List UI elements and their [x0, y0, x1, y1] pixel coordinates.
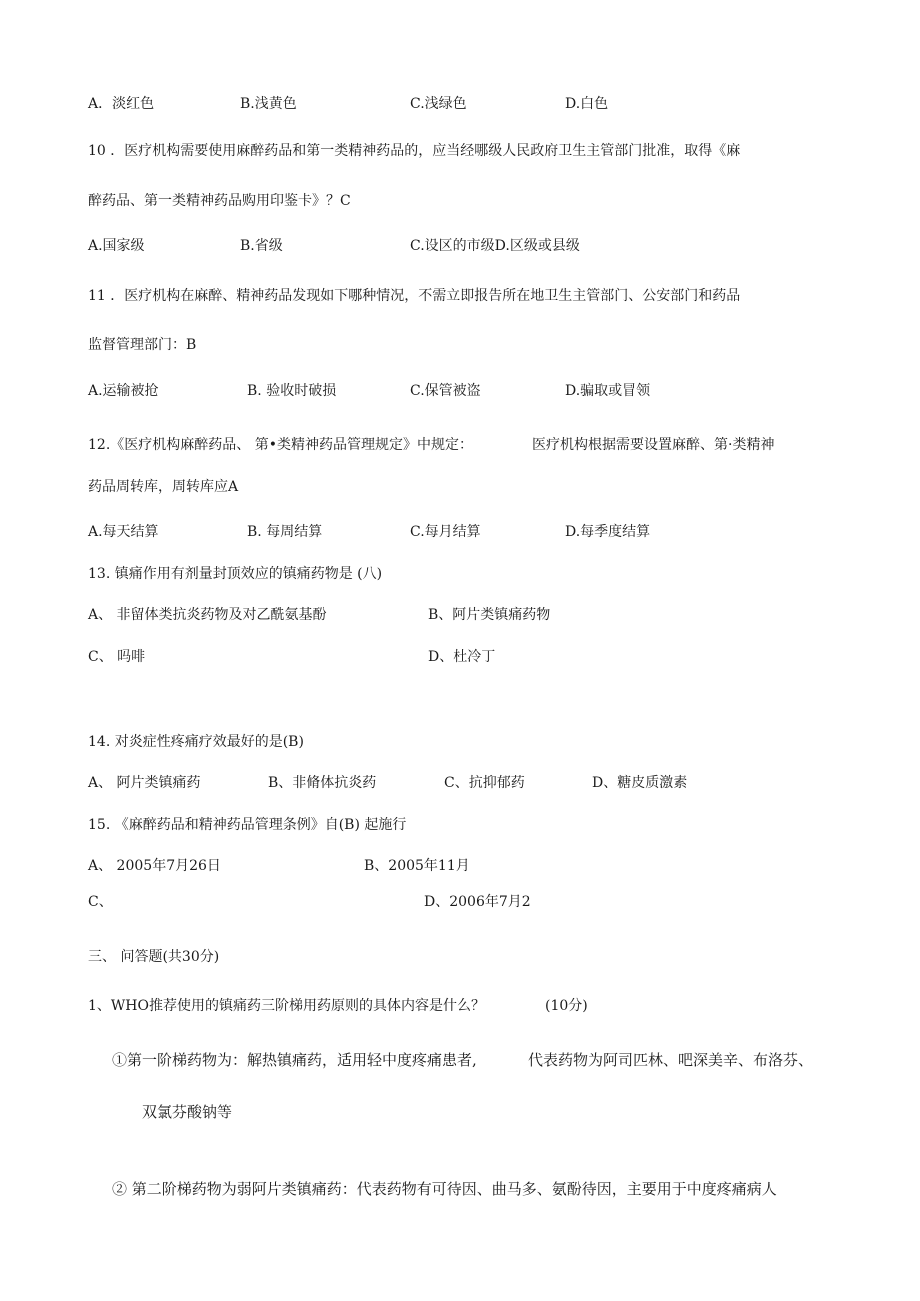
question-11-option-d: D.骗取或冒领	[565, 383, 651, 399]
question-15-stem: 15. 《麻醉药品和精神药品管理条例》自(B) 起施行	[88, 817, 407, 833]
question-10-stem-line-1: 10 ．医疗机构需要使用麻醉药品和第一类精神药品的，应当经哪级人民政府卫生主管部门批准，取得《麻	[88, 143, 741, 159]
question-15-option-b: B、2005年11月	[364, 858, 470, 874]
question-10-stem-line-2: 醉药品、第一类精神药品购用印鉴卡》？C	[88, 193, 351, 209]
qa-1-step-1-line-1b: 代表药物为阿司匹林、吧深美辛、布洛芬、	[528, 1051, 814, 1069]
question-9-option-a: A．淡红色	[88, 96, 155, 112]
question-12-option-d: D.每季度结算	[565, 524, 651, 540]
question-12-option-a: A.每天结算	[88, 524, 159, 540]
question-13-option-c: C、 吗啡	[88, 649, 146, 665]
question-11-stem-line-1: 11 ．医疗机构在麻醉、精神药品发现如下哪种情况，不需立即报告所在地卫生主管部门、公安部门和药品	[88, 288, 741, 304]
question-14-option-a: A、 阿片类镇痛药	[88, 775, 201, 791]
question-10-option-b: B.省级	[240, 238, 283, 254]
question-10-option-a: A.国家级	[88, 238, 145, 254]
question-13-option-d: D、杜冷丁	[428, 649, 496, 665]
question-12-stem-line-1a: 12.《医疗机构麻醉药品、 第•类精神药品管理规定》中规定：	[88, 437, 473, 453]
qa-1-step-1-line-2: 双氯芬酸钠等	[142, 1103, 233, 1121]
question-9-option-b: B.浅黄色	[240, 96, 297, 112]
question-11-option-c: C.保管被盗	[410, 383, 481, 399]
qa-1-question: 1、WHO推荐使用的镇痛药三阶梯用药原则的具体内容是什么？	[88, 998, 485, 1014]
question-9-option-d: D.白色	[565, 96, 609, 112]
question-11-stem-line-2: 监督管理部门：B	[88, 337, 197, 353]
question-14-option-c: C、抗抑郁药	[444, 775, 525, 791]
question-13-option-a: A、 非留体类抗炎药物及对乙酰氨基酚	[88, 607, 327, 623]
question-11-option-a: A.运输被抢	[88, 383, 159, 399]
qa-1-points: (10分)	[545, 998, 588, 1014]
question-12-stem-line-1b: 医疗机构根据需要设置麻醉、第·类精神	[532, 437, 775, 453]
section-3-heading: 三、 问答题(共30分)	[88, 949, 220, 965]
question-15-option-a: A、 2005年7月26日	[88, 858, 221, 874]
question-11-option-b: B. 验收时破损	[247, 383, 337, 399]
qa-1-step-2-line-1: ② 第二阶梯药物为弱阿片类镇痛药：代表药物有可待因、曲马多、氨酚待因，主要用于中度疼痛病人	[112, 1180, 777, 1198]
question-13-option-b: B、阿片类镇痛药物	[428, 607, 551, 623]
question-12-option-c: C.每月结算	[410, 524, 481, 540]
question-12-stem-line-2: 药品周转库，周转库应A	[88, 479, 239, 495]
question-10-option-cd: C.设区的市级D.区级或县级	[410, 238, 580, 254]
question-14-option-d: D、糖皮质激素	[592, 775, 688, 791]
question-13-stem: 13. 镇痛作用有剂量封顶效应的镇痛药物是 (八)	[88, 566, 383, 582]
question-14-option-b: B、非脩体抗炎药	[268, 775, 377, 791]
question-15-option-c: C、	[88, 894, 113, 910]
question-14-stem: 14. 对炎症性疼痛疗效最好的是(B)	[88, 734, 304, 750]
qa-1-step-1-line-1a: ①第一阶梯药物为：解热镇痛药，适用轻中度疼痛患者,	[112, 1051, 477, 1069]
question-9-option-c: C.浅绿色	[410, 96, 467, 112]
question-15-option-d: D、2006年7月2	[424, 894, 531, 910]
question-12-option-b: B. 每周结算	[247, 524, 323, 540]
